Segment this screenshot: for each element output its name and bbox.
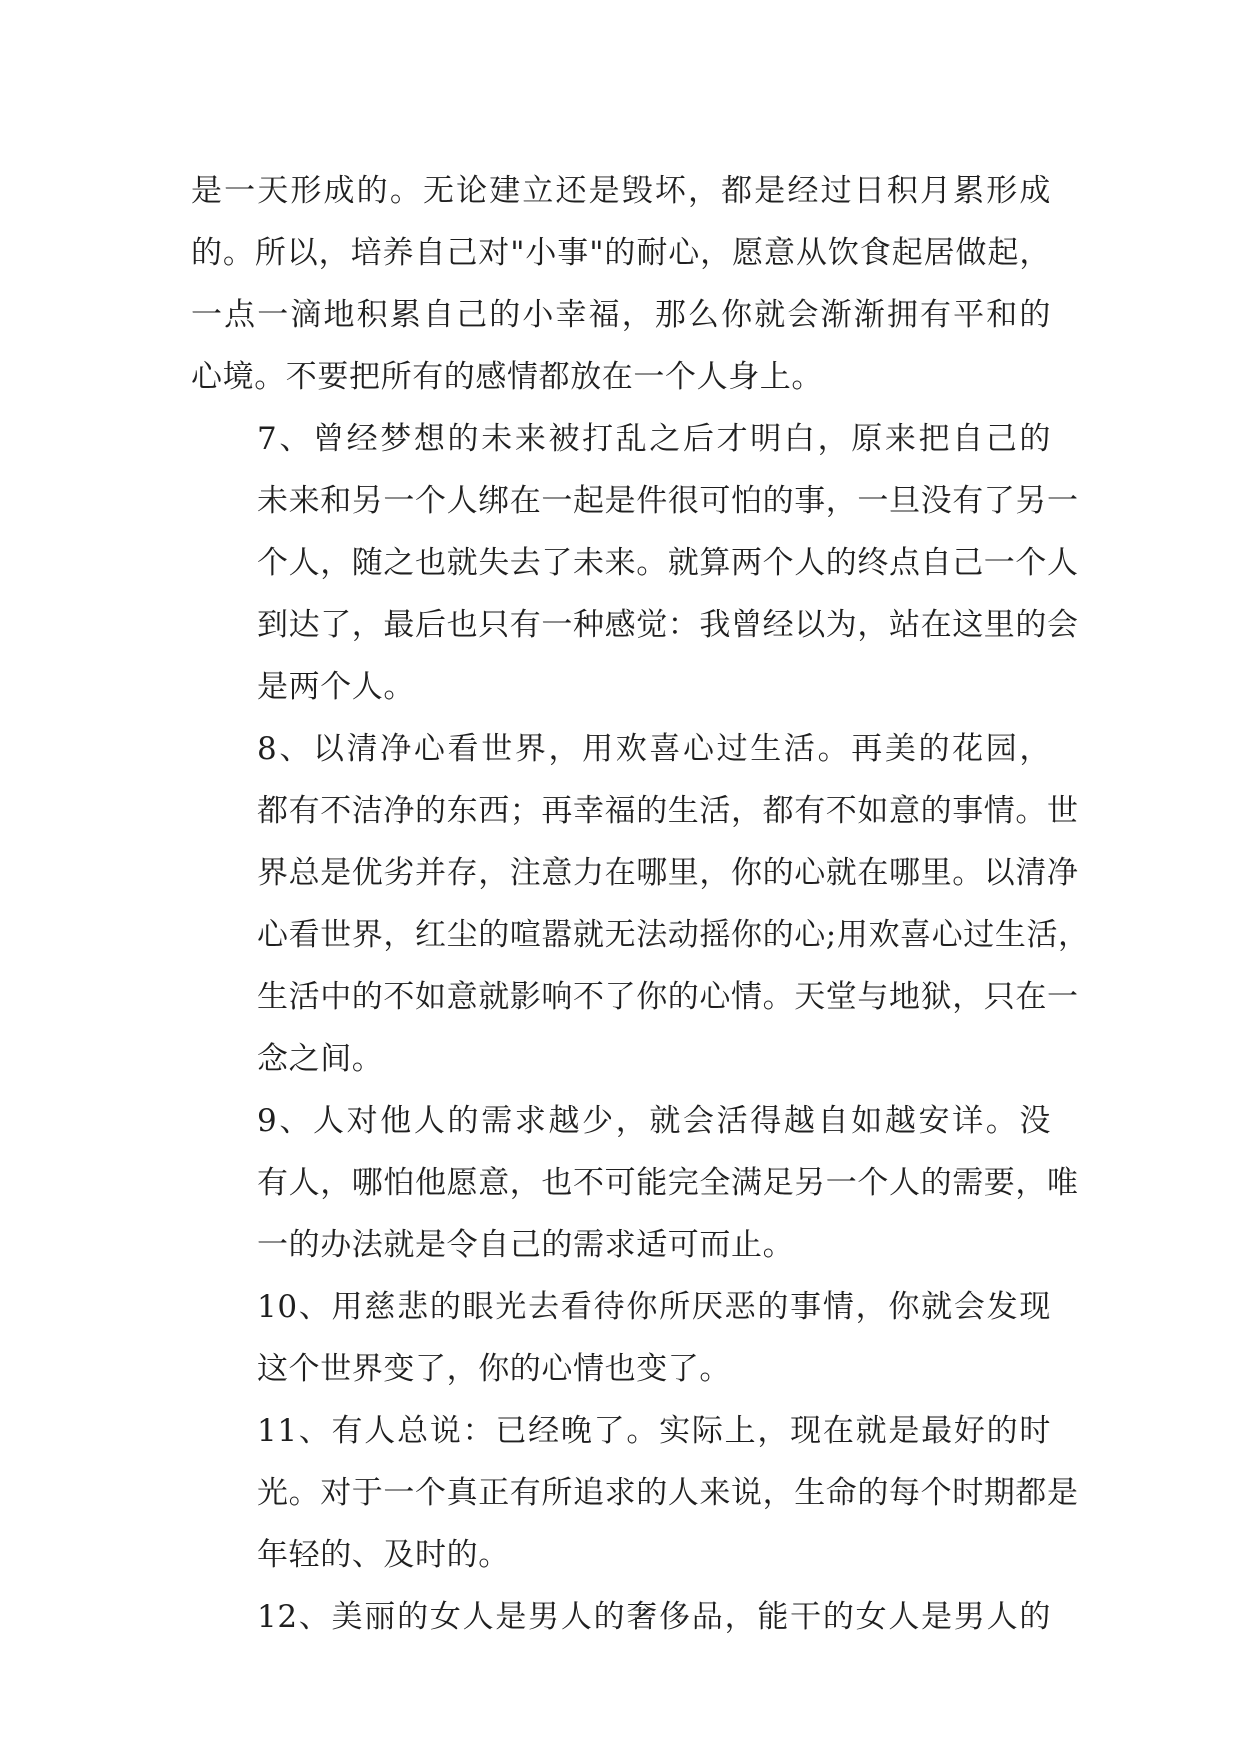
text-line: 12、美丽的女人是男人的奢侈品，能干的女人是男人的 bbox=[257, 1599, 1051, 1635]
text-line: 9、人对他人的需求越少，就会活得越自如越安详。没 bbox=[257, 1103, 1051, 1139]
text-line: 到达了，最后也只有一种感觉：我曾经以为，站在这里的会 bbox=[257, 607, 1079, 643]
text-line: 年轻的、及时的。 bbox=[257, 1537, 510, 1573]
text-line: 一的办法就是令自己的需求适可而止。 bbox=[257, 1227, 795, 1263]
paragraph bbox=[191, 1276, 1051, 1400]
text-line: 界总是优劣并存，注意力在哪里，你的心就在哪里。以清净 bbox=[257, 855, 1079, 891]
text-line: 这个世界变了，你的心情也变了。 bbox=[257, 1351, 731, 1387]
text-line: 是一天形成的。无论建立还是毁坏，都是经过日积月累形成 bbox=[191, 173, 1051, 209]
paragraph bbox=[191, 1400, 1079, 1586]
paragraph bbox=[191, 408, 1079, 718]
text-line: 是两个人。 bbox=[257, 669, 415, 705]
text-line: 个人，随之也就失去了未来。就算两个人的终点自己一个人 bbox=[257, 545, 1079, 581]
paragraph bbox=[191, 1090, 1079, 1276]
text-line: 有人，哪怕他愿意，也不可能完全满足另一个人的需要，唯 bbox=[257, 1165, 1079, 1201]
text-line: 生活中的不如意就影响不了你的心情。天堂与地狱，只在一 bbox=[257, 979, 1079, 1015]
text-line: 7、曾经梦想的未来被打乱之后才明白，原来把自己的 bbox=[257, 421, 1051, 457]
text-line: 8、以清净心看世界，用欢喜心过生活。再美的花园， bbox=[257, 731, 1051, 767]
text-line: 11、有人总说：已经晚了。实际上，现在就是最好的时 bbox=[257, 1413, 1051, 1449]
paragraph bbox=[191, 1586, 1051, 1648]
text-line: 光。对于一个真正有所追求的人来说，生命的每个时期都是 bbox=[257, 1475, 1079, 1511]
text-line: 10、用慈悲的眼光去看待你所厌恶的事情，你就会发现 bbox=[257, 1289, 1051, 1325]
text-line: 心境。不要把所有的感情都放在一个人身上。 bbox=[191, 359, 823, 395]
text-line: 一点一滴地积累自己的小幸福，那么你就会渐渐拥有平和的 bbox=[191, 297, 1051, 333]
text-line: 都有不洁净的东西；再幸福的生活，都有不如意的事情。世 bbox=[257, 793, 1079, 829]
text-line: 的。所以，培养自己对"小事"的耐心，愿意从饮食起居做起， bbox=[191, 235, 1051, 271]
paragraph bbox=[191, 718, 1090, 1090]
text-line: 念之间。 bbox=[257, 1041, 384, 1077]
text-line: 未来和另一个人绑在一起是件很可怕的事，一旦没有了另一 bbox=[257, 483, 1079, 519]
paragraph bbox=[191, 160, 1051, 408]
document-page bbox=[191, 160, 1090, 1648]
text-line: 心看世界，红尘的喧嚣就无法动摇你的心;用欢喜心过生活， bbox=[257, 917, 1090, 953]
